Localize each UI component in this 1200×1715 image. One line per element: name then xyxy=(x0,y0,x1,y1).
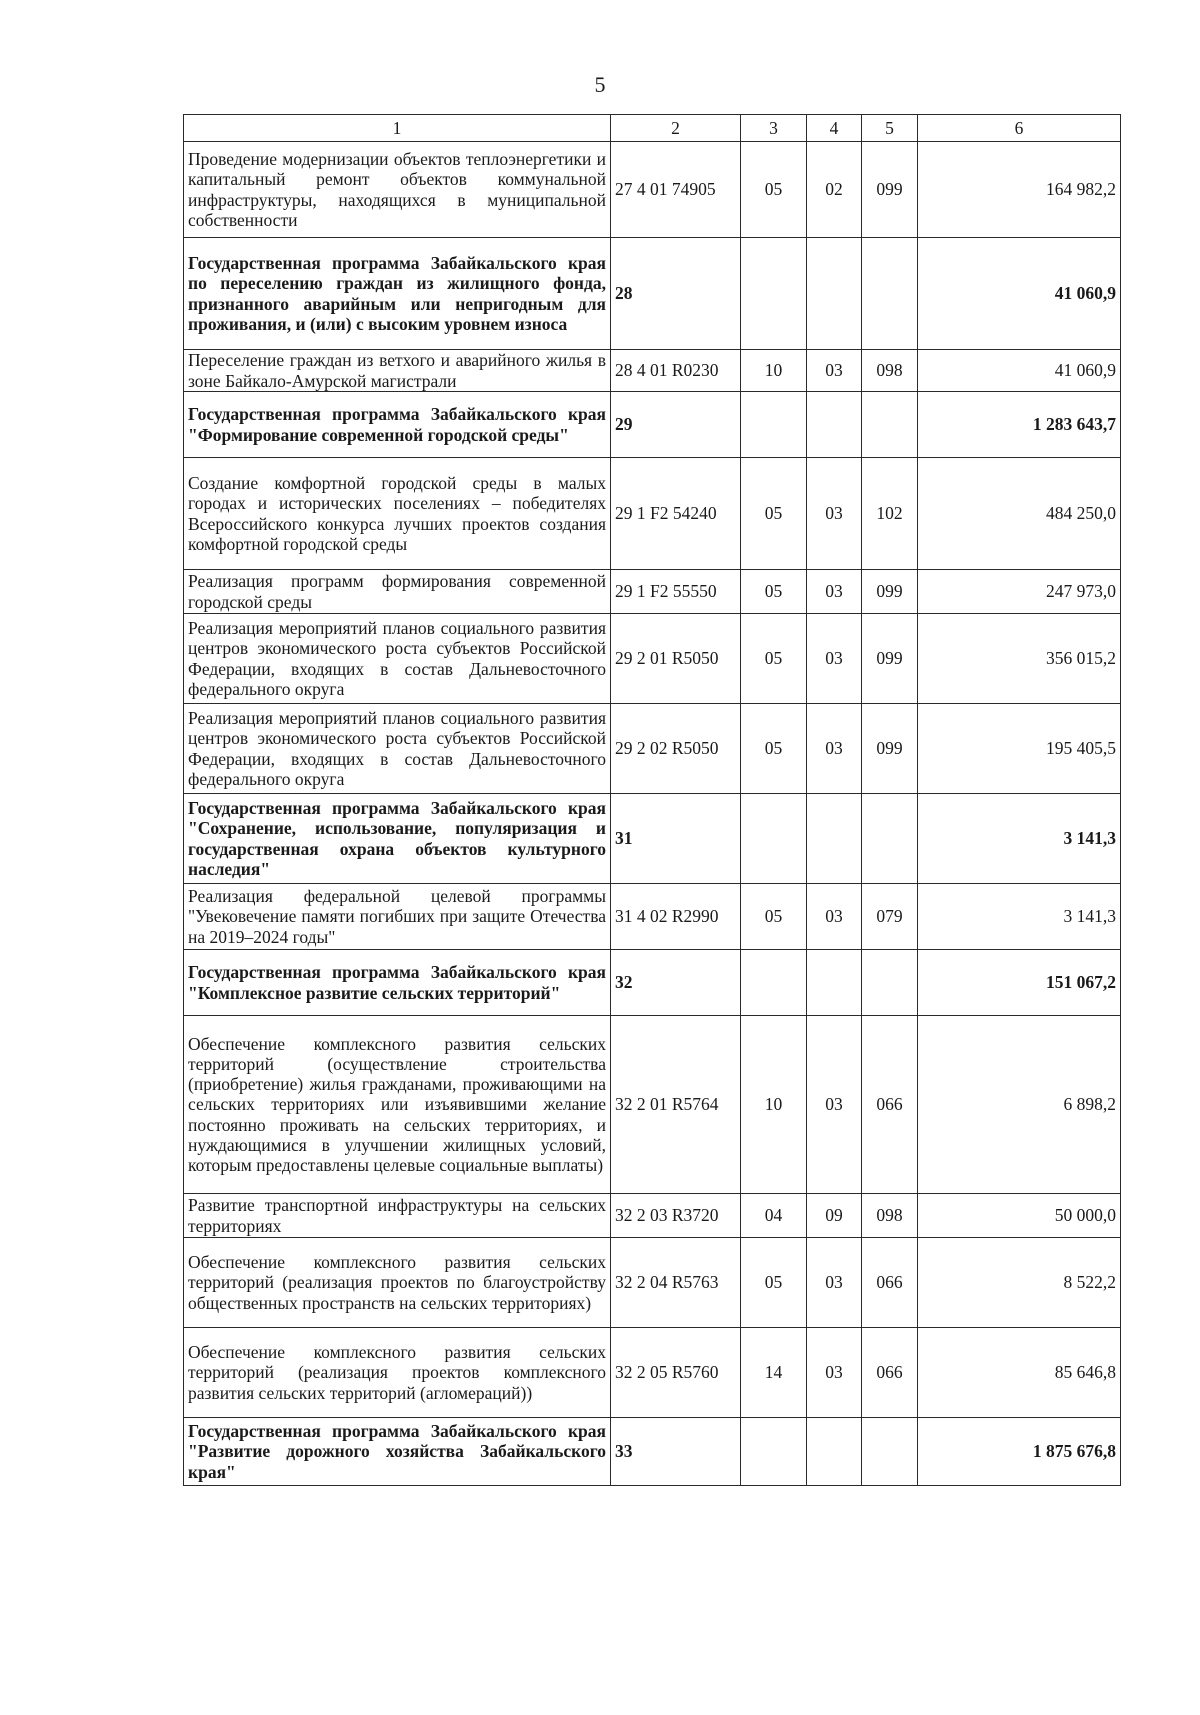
row-amount-cell: 484 250,0 xyxy=(918,458,1121,570)
row-expense-type-cell xyxy=(862,1418,918,1486)
row-name-cell: Государственная программа Забайкальского края по переселению граждан из жилищного фонда, признанного аварийным или непригодным для проживания, и (или) с высоким уровнем износа xyxy=(184,238,611,350)
row-expense-type-cell: 099 xyxy=(862,614,918,704)
row-amount-cell: 41 060,9 xyxy=(918,238,1121,350)
row-section-cell: 04 xyxy=(741,1194,807,1238)
row-subsection-cell xyxy=(807,392,862,458)
table-row xyxy=(184,614,1121,704)
row-name-cell: Реализация мероприятий планов социального развития центров экономического роста субъектов Российской Федерации, входящих в состав Дальневосточного федерального округа xyxy=(184,704,611,794)
budget-table xyxy=(183,114,1121,1486)
row-section-cell: 05 xyxy=(741,142,807,238)
table-row xyxy=(184,458,1121,570)
row-subsection-cell xyxy=(807,1418,862,1486)
row-name-cell: Создание комфортной городской среды в малых городах и исторических поселениях – победителях Всероссийского конкурса лучших проектов создания комфортной городской среды xyxy=(184,458,611,570)
row-name-cell: Проведение модернизации объектов теплоэнергетики и капитальный ремонт объектов коммунальной инфраструктуры, находящихся в муниципальной собственности xyxy=(184,142,611,238)
row-expense-type-cell: 102 xyxy=(862,458,918,570)
row-subsection-cell: 03 xyxy=(807,350,862,392)
row-expense-type-cell: 066 xyxy=(862,1016,918,1194)
row-expense-type-cell xyxy=(862,794,918,884)
row-subsection-cell: 03 xyxy=(807,884,862,950)
row-subsection-cell: 03 xyxy=(807,1238,862,1328)
row-code-cell: 29 1 F2 55550 xyxy=(611,570,741,614)
row-section-cell: 14 xyxy=(741,1328,807,1418)
row-section-cell: 05 xyxy=(741,884,807,950)
row-subsection-cell: 03 xyxy=(807,1328,862,1418)
row-section-cell: 05 xyxy=(741,704,807,794)
row-section-cell: 10 xyxy=(741,350,807,392)
row-name-cell: Обеспечение комплексного развития сельских территорий (осуществление строительства (приобретение) жилья гражданами, проживающими на сельских территориях или изъявившими желание постоянно проживать на сельских территориях, и нуждающимися в улучшении жилищных условий, которым предоставлены целевые социальные выплаты) xyxy=(184,1016,611,1194)
table-row xyxy=(184,570,1121,614)
row-code-cell: 33 xyxy=(611,1418,741,1486)
row-section-cell: 05 xyxy=(741,614,807,704)
row-section-cell: 05 xyxy=(741,570,807,614)
row-amount-cell: 8 522,2 xyxy=(918,1238,1121,1328)
table-row xyxy=(184,238,1121,350)
row-expense-type-cell: 079 xyxy=(862,884,918,950)
table-row xyxy=(184,1016,1121,1194)
row-expense-type-cell: 066 xyxy=(862,1238,918,1328)
row-section-cell xyxy=(741,794,807,884)
table-row xyxy=(184,350,1121,392)
row-code-cell: 32 xyxy=(611,950,741,1016)
row-name-cell: Государственная программа Забайкальского края "Комплексное развитие сельских территорий" xyxy=(184,950,611,1016)
row-amount-cell: 164 982,2 xyxy=(918,142,1121,238)
table-row xyxy=(184,1194,1121,1238)
row-subsection-cell xyxy=(807,238,862,350)
row-amount-cell: 41 060,9 xyxy=(918,350,1121,392)
row-expense-type-cell: 098 xyxy=(862,1194,918,1238)
row-amount-cell: 151 067,2 xyxy=(918,950,1121,1016)
row-name-cell: Государственная программа Забайкальского края "Формирование современной городской среды" xyxy=(184,392,611,458)
row-amount-cell: 1 283 643,7 xyxy=(918,392,1121,458)
row-name-cell: Развитие транспортной инфраструктуры на сельских территориях xyxy=(184,1194,611,1238)
header-cell-2: 2 xyxy=(611,115,741,142)
row-expense-type-cell xyxy=(862,392,918,458)
row-code-cell: 32 2 01 R5764 xyxy=(611,1016,741,1194)
table-row xyxy=(184,142,1121,238)
row-code-cell: 31 4 02 R2990 xyxy=(611,884,741,950)
row-code-cell: 29 xyxy=(611,392,741,458)
table-row xyxy=(184,1328,1121,1418)
row-section-cell: 05 xyxy=(741,458,807,570)
table-row xyxy=(184,392,1121,458)
row-code-cell: 31 xyxy=(611,794,741,884)
table-row xyxy=(184,794,1121,884)
row-code-cell: 27 4 01 74905 xyxy=(611,142,741,238)
row-expense-type-cell: 099 xyxy=(862,570,918,614)
row-expense-type-cell: 098 xyxy=(862,350,918,392)
row-subsection-cell: 09 xyxy=(807,1194,862,1238)
row-subsection-cell: 03 xyxy=(807,570,862,614)
row-section-cell xyxy=(741,950,807,1016)
row-name-cell: Реализация мероприятий планов социального развития центров экономического роста субъектов Российской Федерации, входящих в состав Дальневосточного федерального округа xyxy=(184,614,611,704)
row-amount-cell: 3 141,3 xyxy=(918,884,1121,950)
row-section-cell xyxy=(741,392,807,458)
row-amount-cell: 3 141,3 xyxy=(918,794,1121,884)
row-amount-cell: 247 973,0 xyxy=(918,570,1121,614)
row-amount-cell: 6 898,2 xyxy=(918,1016,1121,1194)
table-header-row xyxy=(184,115,1121,142)
table-row xyxy=(184,1238,1121,1328)
row-subsection-cell: 03 xyxy=(807,614,862,704)
header-cell-4: 4 xyxy=(807,115,862,142)
row-amount-cell: 195 405,5 xyxy=(918,704,1121,794)
row-section-cell: 10 xyxy=(741,1016,807,1194)
budget-table-body xyxy=(184,115,1121,1486)
row-amount-cell: 50 000,0 xyxy=(918,1194,1121,1238)
row-subsection-cell: 03 xyxy=(807,704,862,794)
row-section-cell: 05 xyxy=(741,1238,807,1328)
row-subsection-cell: 03 xyxy=(807,458,862,570)
row-code-cell: 29 1 F2 54240 xyxy=(611,458,741,570)
table-row xyxy=(184,884,1121,950)
row-name-cell: Переселение граждан из ветхого и аварийного жилья в зоне Байкало-Амурской магистрали xyxy=(184,350,611,392)
table-row xyxy=(184,950,1121,1016)
page-number: 5 xyxy=(594,72,606,97)
row-expense-type-cell xyxy=(862,238,918,350)
row-code-cell: 29 2 02 R5050 xyxy=(611,704,741,794)
row-code-cell: 28 xyxy=(611,238,741,350)
row-amount-cell: 1 875 676,8 xyxy=(918,1418,1121,1486)
table-row xyxy=(184,704,1121,794)
row-expense-type-cell: 099 xyxy=(862,142,918,238)
row-expense-type-cell xyxy=(862,950,918,1016)
row-subsection-cell xyxy=(807,950,862,1016)
header-cell-1: 1 xyxy=(184,115,611,142)
row-section-cell xyxy=(741,238,807,350)
row-code-cell: 32 2 03 R3720 xyxy=(611,1194,741,1238)
row-expense-type-cell: 099 xyxy=(862,704,918,794)
row-name-cell: Государственная программа Забайкальского края "Сохранение, использование, популяризация и государственная охрана объектов культурного наследия" xyxy=(184,794,611,884)
row-subsection-cell xyxy=(807,794,862,884)
table-row xyxy=(184,1418,1121,1486)
row-code-cell: 28 4 01 R0230 xyxy=(611,350,741,392)
header-cell-6: 6 xyxy=(918,115,1121,142)
row-expense-type-cell: 066 xyxy=(862,1328,918,1418)
row-subsection-cell: 03 xyxy=(807,1016,862,1194)
header-cell-5: 5 xyxy=(862,115,918,142)
row-code-cell: 32 2 04 R5763 xyxy=(611,1238,741,1328)
header-cell-3: 3 xyxy=(741,115,807,142)
row-section-cell xyxy=(741,1418,807,1486)
row-amount-cell: 85 646,8 xyxy=(918,1328,1121,1418)
row-name-cell: Обеспечение комплексного развития сельских территорий (реализация проектов комплексного развития сельских территорий (агломераций)) xyxy=(184,1328,611,1418)
row-code-cell: 29 2 01 R5050 xyxy=(611,614,741,704)
row-name-cell: Обеспечение комплексного развития сельских территорий (реализация проектов по благоустройству общественных пространств на сельских территориях) xyxy=(184,1238,611,1328)
row-name-cell: Государственная программа Забайкальского края "Развитие дорожного хозяйства Забайкальского края" xyxy=(184,1418,611,1486)
row-amount-cell: 356 015,2 xyxy=(918,614,1121,704)
row-subsection-cell: 02 xyxy=(807,142,862,238)
row-name-cell: Реализация программ формирования современной городской среды xyxy=(184,570,611,614)
row-code-cell: 32 2 05 R5760 xyxy=(611,1328,741,1418)
row-name-cell: Реализация федеральной целевой программы "Увековечение памяти погибших при защите Отечества на 2019–2024 годы" xyxy=(184,884,611,950)
